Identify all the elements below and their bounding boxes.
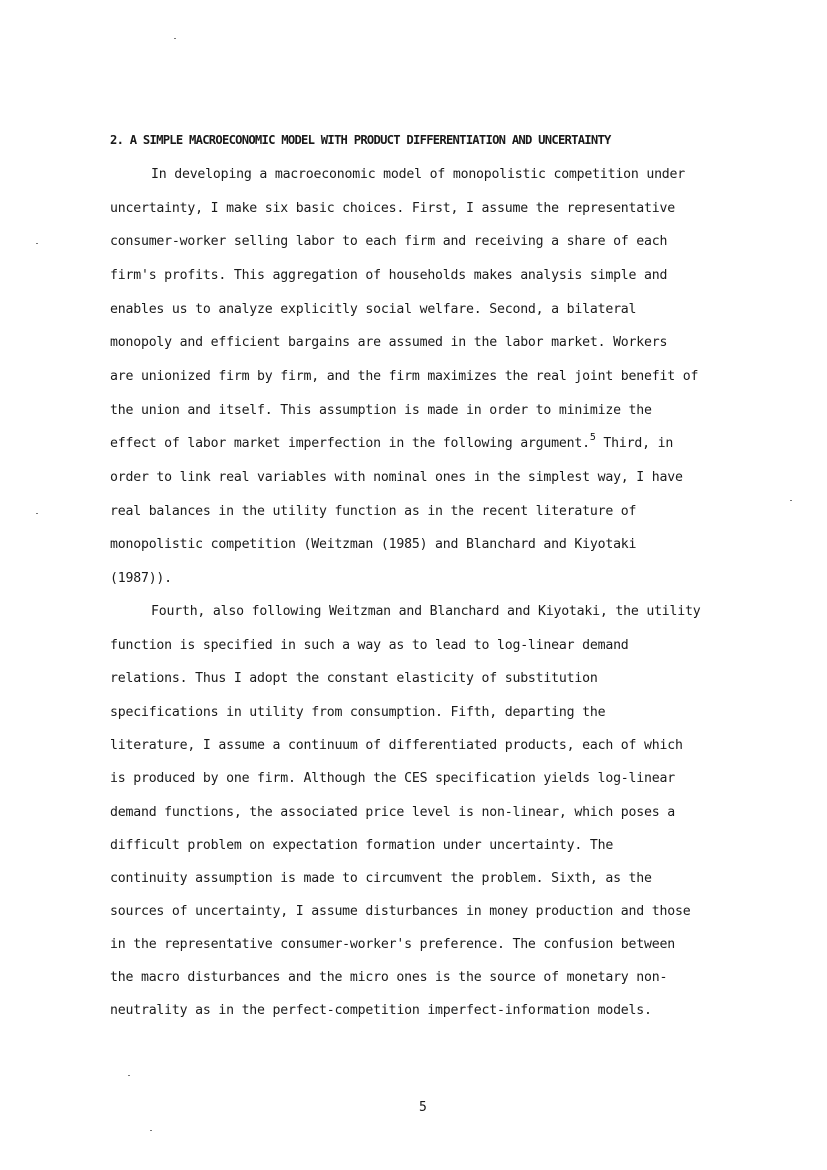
section-heading: 2. A SIMPLE MACROECONOMIC MODEL WITH PRODUCT DIFFERENTIATION AND UNCERTAINTY [110,133,611,147]
paragraph-1-line-3: consumer-worker selling labor to each firm and receiving a share of each [110,234,668,249]
paragraph-2-line-6: is produced by one firm. Although the CES specification yields log-linear [110,771,675,786]
paragraph-2-line-5: literature, I assume a continuum of differentiated products, each of which [110,738,683,753]
paragraph-1-line-13: (1987)). [110,571,172,586]
scan-speck [36,243,38,244]
scan-speck [150,1130,152,1131]
paragraph-2-line-11: in the representative consumer-worker's preference. The confusion between [110,937,675,952]
scan-speck [128,1075,130,1076]
paragraph-2-line-7: demand functions, the associated price level is non-linear, which poses a [110,805,675,820]
paragraph-2-line-4: specifications in utility from consumption. Fifth, departing the [110,705,606,720]
paragraph-1-line-8: the union and itself. This assumption is made in order to minimize the [110,403,652,418]
paragraph-2-line-8: difficult problem on expectation formation under uncertainty. The [110,838,614,853]
paragraph-2-line-1: Fourth, also following Weitzman and Blanchard and Kiyotaki, the utility [151,604,701,619]
paragraph-2-line-3: relations. Thus I adopt the constant elasticity of substitution [110,671,598,686]
paragraph-2-line-12: the macro disturbances and the micro ones is the source of monetary non- [110,970,668,985]
paragraph-2-line-9: continuity assumption is made to circumvent the problem. Sixth, as the [110,871,652,886]
scan-speck [790,500,792,501]
paragraph-1-line-9 [110,432,674,451]
paragraph-1-line-6: monopoly and efficient bargains are assumed in the labor market. Workers [110,335,668,350]
paragraph-1-line-7: are unionized firm by firm, and the firm maximizes the real joint benefit of [110,369,699,384]
scan-speck [174,38,176,39]
footnote-reference: 5 [589,432,596,443]
paragraph-2-line-10: sources of uncertainty, I assume disturbances in money production and those [110,904,691,919]
line-text: effect of labor market imperfection in the following argument. [110,436,590,451]
paragraph-2-line-13: neutrality as in the perfect-competition imperfect-information models. [110,1003,652,1018]
paragraph-1-line-2: uncertainty, I make six basic choices. First, I assume the representative [110,201,675,216]
page-number: 5 [419,1100,427,1115]
paragraph-1-line-4: firm's profits. This aggregation of households makes analysis simple and [110,268,668,283]
paragraph-1-line-1: In developing a macroeconomic model of monopolistic competition under [151,167,686,182]
paragraph-1-line-5: enables us to analyze explicitly social welfare. Second, a bilateral [110,302,637,317]
line-text-continued: Third, in [595,436,674,451]
paragraph-2-line-2: function is specified in such a way as to lead to log-linear demand [110,638,629,653]
scan-speck [36,513,38,514]
paragraph-1-line-11: real balances in the utility function as in the recent literature of [110,504,637,519]
paragraph-1-line-12: monopolistic competition (Weitzman (1985) and Blanchard and Kiyotaki [110,537,637,552]
paragraph-1-line-10: order to link real variables with nominal ones in the simplest way, I have [110,470,683,485]
